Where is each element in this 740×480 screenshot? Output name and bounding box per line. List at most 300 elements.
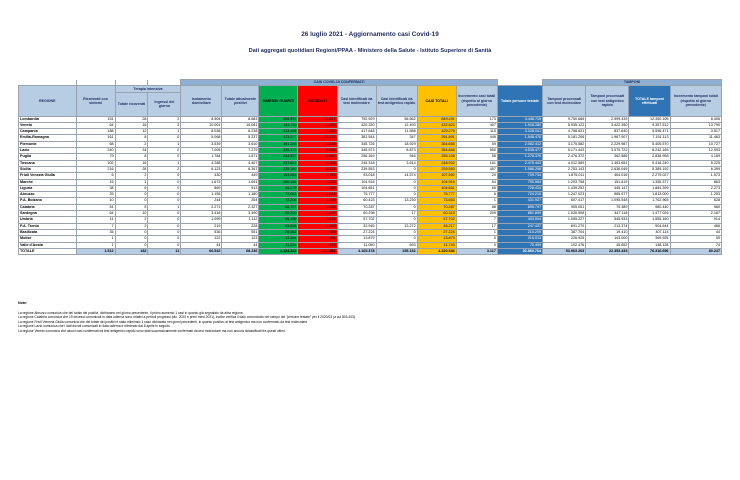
header-test-increase: Incremento tamponi totali (rispetto al giorno precedente) [670,86,722,116]
table-cell: 33.817 [298,116,337,122]
table-cell: 107.592 [417,173,456,179]
table-cell: 2.187 [670,211,722,217]
table-cell: 51 [76,204,115,210]
table-cell: 182 [115,248,148,254]
table-cell: 391.891 [417,135,456,141]
table-cell: 8.238 [222,129,259,135]
table-cell: 44.528 [259,223,298,229]
table-cell: 2.271 [181,204,222,210]
table-cell: 1.673 [181,179,222,185]
table-cell: 0 [148,229,181,235]
table-cell: 2.838.958 [629,154,670,160]
table-cell: 914 [670,217,722,223]
table-cell: 5.935.122 [543,122,586,128]
table-cell: 244.557 [259,154,298,160]
table-cell: 123 [222,236,259,242]
table-cell: 1.099 [181,217,222,223]
table-cell: 75.777 [417,192,456,198]
table-cell: 445.147 [586,185,629,191]
table-cell: 44 [670,229,722,235]
table-cell: 1 [148,129,181,135]
table-cell: 16 [115,122,148,128]
region-name-cell: Emilia-Romagna [19,135,77,141]
table-cell: 1.155 [181,192,222,198]
header-molecular-tests: Tamponi processati con test molecolare [543,86,586,116]
table-cell: 407.114 [629,229,670,235]
table-cell: 1.966.298 [497,166,542,172]
table-cell: 431.927 [497,198,542,204]
table-cell: 30.860.764 [497,248,542,254]
table-cell: 545.933 [586,217,629,223]
table-cell: 70.287 [417,204,456,210]
table-cell: 102 [76,160,115,166]
table-cell: 38 [76,185,115,191]
table-cell: 849.491 [417,116,456,122]
table-cell: 8.873 [376,148,417,154]
table-cell: 430 [181,173,222,179]
table-cell: 980.440 [629,204,670,210]
table-cell: 536 [181,229,222,235]
table-cell: 99.379 [259,185,298,191]
table-cell: 18.929 [376,141,417,147]
table-cell: 351.346 [259,141,298,147]
table-cell: 869 [181,185,222,191]
table-cell: 74 [670,242,722,248]
table-cell: 3.070.722 [586,148,629,154]
table-cell: 100.186 [259,179,298,185]
table-cell: 473 [298,242,337,248]
table-cell: 4.165.378 [337,248,376,254]
table-cell: 345.726 [337,141,376,147]
table-cell: 28 [115,166,148,172]
table-cell: 44 [222,242,259,248]
table-cell: 5.237 [222,135,259,141]
band-icu: Terapia intensiva [115,86,181,92]
table-cell: 7.279 [222,148,259,154]
notes-section [18,301,722,334]
table-cell: 188 [76,129,115,135]
table-cell: 8.406 [670,116,722,122]
table-cell: 10.001 [181,122,222,128]
table-cell: 1.477.026 [629,211,670,217]
table-cell: 161 [456,160,497,166]
region-name-cell: Sicilia [19,166,77,172]
table-cell: 0 [148,242,181,248]
header-current-positive: Totale attualmente positivi [222,86,259,116]
table-cell: 1.253 [670,192,722,198]
table-cell: 4.359 [298,185,337,191]
table-cell: 14.574 [376,173,417,179]
table-cell: 607.417 [543,198,586,204]
table-cell: 59 [456,141,497,147]
table-cell: 58 [456,154,497,160]
table-cell: 0 [115,236,148,242]
table-cell: 1.813.000 [629,192,670,198]
table-cell: 2.273 [670,185,722,191]
table-cell: 1.363 [298,223,337,229]
table-cell: 104.916 [337,179,376,185]
table-cell: 3.422.390 [586,122,629,128]
table-cell: 0 [376,185,417,191]
region-name-cell: P.A. Bolzano [19,198,77,204]
header-antigen-cases: Casi identificati da test antigenico rapido [376,86,417,116]
table-cell: 9.750.666 [543,116,586,122]
table-cell: 0 [376,229,417,235]
table-cell: 837.840 [586,129,629,135]
table-cell: 8.242.165 [629,148,670,154]
table-cell: 0 [148,135,181,141]
table-cell: 5.181.206 [543,135,586,141]
table-cell: 8 [115,135,148,141]
notes-title: Note: [18,301,28,305]
table-cell: 0 [376,192,417,198]
table-cell: 466 [670,223,722,229]
table-cell: 13.277 [298,135,337,141]
table-cell: 403.594 [497,217,542,223]
table-cell: 151.619 [586,179,629,185]
table-cell: 1.095.227 [543,217,586,223]
region-name-cell: Friuli Venezia Giulia [19,173,77,179]
table-cell: 127.884 [298,248,337,254]
table-body [19,116,722,255]
table-cell: 913 [222,185,259,191]
table-cell: 1.573 [670,173,722,179]
table-cell: 4.124.323 [259,248,298,254]
table-cell: 57.702 [417,217,456,223]
table-cell: 256.169 [337,154,376,160]
table-cell: 904.644 [629,223,670,229]
table-cell: 209 [456,211,497,217]
table-cell: 2.475.443 [497,160,542,166]
table-cell: 10 [115,211,148,217]
region-name-cell: Lombardia [19,116,77,122]
table-cell: 6.667 [298,154,337,160]
table-cell: 3.175.582 [543,141,586,147]
table-cell: 5.389.192 [629,166,670,172]
table-cell: 373.377 [259,135,298,141]
table-cell: 2 [115,223,148,229]
table-cell: 1.278.376 [497,154,542,160]
table-cell: 792.929 [337,116,376,122]
table-cell: 1.193 [298,198,337,204]
table-cell: 3.789 [298,173,337,179]
table-cell: 54 [456,179,497,185]
table-cell: 35 [76,229,115,235]
table-cell: 8.394 [298,148,337,154]
table-cell: 8.038 [181,129,222,135]
table-cell: 362.586 [586,154,629,160]
table-cell: 216 [76,166,115,172]
table-cell: 5.405.570 [629,141,670,147]
table-cell: 240 [76,148,115,154]
table-cell: 148.128 [629,242,670,248]
table-cell: 407 [456,122,497,128]
table-cell: 2 [148,166,181,172]
table-cell: 143.000 [586,236,629,242]
table-cell: 11.588 [376,129,417,135]
region-name-cell: Campania [19,129,77,135]
table-cell: 7.005 [181,148,222,154]
table-cell: 13.879 [417,236,456,242]
header-deceased: DECEDUTI [298,86,337,116]
table-cell: 1 [148,204,181,210]
table-cell: 0 [376,204,417,210]
table-cell: 60.423 [337,198,376,204]
note-line: La regione Calabria comunica che 19 decessi comunicati in data odierna sono relativi a periodi progressi (dic. 2020 e primi mesi 2021), inoltre verifica il dato comunicato nel campo dei "persone testate" per il 2020/03 (a cui 803.403). [18,315,356,320]
table-cell: 237.621 [259,160,298,166]
table-cell: 0 [376,179,417,185]
table-cell: 1.967.907 [586,135,629,141]
table-cell: 104.916 [417,179,456,185]
total-row [19,248,722,254]
table-cell: 219 [181,223,222,229]
table-cell: 1.112 [222,217,259,223]
table-cell: 4.189 [670,154,722,160]
table-cell: 13.879 [337,236,376,242]
table-cell: 5.068 [181,135,222,141]
notes-list [18,311,722,334]
table-cell: 0 [115,242,148,248]
table-cell: 10.727 [670,141,722,147]
table-cell: 387.704 [543,229,586,235]
table-cell: 4.448.715 [497,116,542,122]
table-cell: 11 [148,248,181,254]
table-cell: 3.517 [670,129,722,135]
table-cell: 10.081 [222,122,259,128]
table-cell: 0 [148,198,181,204]
table-cell: 1 [456,198,497,204]
table-cell: 13.272 [376,223,417,229]
header-hospitalized: Ricoverati con sintomi [76,86,115,116]
table-cell: 11.050 [337,242,376,248]
table-cell: 593 [298,229,337,235]
table-cell: 56.562 [376,116,417,122]
table-cell: 26.082 [259,229,298,235]
table-cell: 93.018 [337,173,376,179]
table-cell: 863 [670,179,722,185]
table-cell: 5 [115,204,148,210]
table-cell: 1.253 [298,204,337,210]
table-cell: 103.263 [259,173,298,179]
table-cell: 13.264 [259,236,298,242]
table-cell: 254 [222,198,259,204]
band-cases: CASI COVID-19 CONFERMATI [181,80,498,86]
table-cell: 6.024 [298,166,337,172]
table-cell: 228 [222,223,259,229]
table-cell: 5.596.471 [629,129,670,135]
table-cell: 1.026.908 [543,211,586,217]
table-cell: 447.118 [586,211,629,217]
table-cell: 1 [115,179,148,185]
table-cell: 6.904 [298,160,337,166]
table-cell: 7 [76,223,115,229]
table-cell: 6.399 [670,166,722,172]
table-cell: 247.437 [497,223,542,229]
table-cell: 5.225 [670,160,722,166]
table-cell: 213.374 [586,223,629,229]
table-cell: 65 [456,185,497,191]
table-cell: 5.416.240 [629,160,670,166]
table-cell: 0 [148,211,181,217]
table-cell: 1.548.476 [497,135,542,141]
table-cell: 4.758.631 [543,129,586,135]
table-cell: 0 [456,242,497,248]
table-cell: 11.632 [298,122,337,128]
table-cell: 73.653 [417,198,456,204]
table-cell: 3.328.041 [497,129,542,135]
table-cell: 245.318 [337,160,376,166]
table-cell: 4.012.589 [543,160,586,166]
table-cell: 3.610 [222,141,259,147]
region-name-cell: Lazio [19,148,77,154]
region-name-cell: Basilicata [19,229,77,235]
region-name-cell: Veneto [19,122,77,128]
table-cell: 68 [76,141,115,147]
header-icu-total: Totale ricoverati [115,92,148,116]
report-sheet [18,0,722,333]
table-cell: 1.247.023 [543,192,586,198]
region-name-cell: Valle d'Aosta [19,242,77,248]
table-cell: 226.925 [543,236,586,242]
table-cell: 6.123 [181,166,222,172]
table-cell: 17 [456,223,497,229]
header-recovered: DIMESSI/ GUARITI [259,86,298,116]
table-cell: 104.651 [417,185,456,191]
note-line: La regione Abruzzo comunica che del totale dei positivi, dichiarano nel giorno precedente, il primo aumento 1 casi in quanto già segnalato da altra regione. [18,310,244,315]
table-cell: 66.707 [259,204,298,210]
region-name-cell: P.A. Trento [19,223,77,229]
table-cell: 3.039 [298,179,337,185]
table-cell: 2.476.372 [543,154,586,160]
table-cell: 11.743 [417,242,456,248]
table-cell: 155.152 [376,248,417,254]
table-cell: 248.932 [417,160,456,166]
table-cell: 11.699 [298,141,337,147]
region-name-cell: Liguria [19,185,77,191]
table-cell: 60.315 [417,211,456,217]
table-cell: 693 [376,242,417,248]
table-cell: 70.459 [497,242,542,248]
header-region: REGIONE [19,86,77,116]
table-cell: 0 [115,229,148,235]
table-cell: 239.553 [337,166,376,172]
table-cell: 0 [148,223,181,229]
table-cell: 17 [376,211,417,217]
table-cell: 1.180 [222,192,259,198]
table-cell: 11 [76,217,115,223]
note-line: La regione Friuli Venezia Giulia comunica che del totale dei positivi è stato eliminato 1 caso dichiarato nei giorni precedenti, in quanto positivo al test antigenico ma non confermato da test molecolare. [18,319,309,324]
table-cell: 0 [148,236,181,242]
header-total-tests: TOTALE tamponi effettuati [629,86,670,116]
table-cell: 1.918.280 [497,122,542,128]
table-cell: 1.512 [76,248,115,254]
table-cell: 1 [76,242,115,248]
table-cell: 432.823 [417,122,456,128]
table-cell: 1.884.399 [629,185,670,191]
table-cell: 8 [115,154,148,160]
table-cell: 0 [115,198,148,204]
table-cell: 80.247 [670,248,722,254]
table-cell: 2 [115,173,148,179]
table-cell: 449 [456,135,497,141]
table-cell: 1.784 [181,154,222,160]
table-cell: 75.777 [337,192,376,198]
table-cell: 19.410 [586,229,629,235]
table-cell: 691.270 [543,223,586,229]
table-cell: 2.062.412 [497,141,542,147]
table-cell: 6.367 [222,166,259,172]
table-cell: 244 [181,198,222,204]
table-cell: 25 [76,192,115,198]
table-cell: 411.110 [259,122,298,128]
table-cell: 70.287 [337,204,376,210]
table-cell: 102.476 [543,242,586,248]
table-cell: 122 [181,236,222,242]
table-cell: 10 [76,198,115,204]
table-cell: 55.320 [259,211,298,217]
table-cell: 790.964 [497,179,542,185]
table-cell: 2.636.049 [586,166,629,172]
table-cell: 0 [148,179,181,185]
table-cell: 1 [456,229,497,235]
table-cell: 0 [148,154,181,160]
table-cell: 0 [376,217,417,223]
table-cell: 72.083 [259,192,298,198]
table-cell: 381.544 [337,135,376,141]
table-cell: 1 [148,160,181,166]
table-cell: 216.209 [497,229,542,235]
table-cell: 1.875.011 [543,173,586,179]
table-cell: 2 [148,116,181,122]
page-title: 26 luglio 2021 - Aggiornamento casi Covid-19 [301,31,439,38]
table-cell: 345.973 [337,148,376,154]
region-name-cell: Molise [19,236,77,242]
table-cell: 1.555.160 [629,217,670,223]
table-cell: 216.013 [497,236,542,242]
table-cell: 2 [115,217,148,223]
table-cell: 151 [76,116,115,122]
header-home-isolation: Isolamento domiciliare [181,86,222,116]
table-cell: 72.206 [259,198,298,204]
table-cell: 491 [298,236,337,242]
table-cell: 413.458 [259,129,298,135]
table-cell: 7.580 [298,129,337,135]
table-cell: 46.217 [417,223,456,229]
note-line: La regione Veneto comunica che alcuni casi confermati da test antigenico rapido sono stati successivamente confermati da test molecolare ma non ancora riclassificati fra questi ultimi. [18,328,286,333]
table-cell: 1.871 [222,154,259,160]
table-cell: 1.403.651 [586,160,629,166]
table-cell: 0 [376,236,417,242]
table-cell: 12.493 [376,122,417,128]
table-cell: 946 [376,154,417,160]
table-cell: 2.279.027 [629,173,670,179]
table-cell: 7 [456,217,497,223]
table-cell: 861.809 [497,211,542,217]
header-total-cases: CASI TOTALI [417,86,456,116]
table-cell: 1.497 [298,211,337,217]
table-cell: 1 [76,236,115,242]
header-people-tested: Totale persone testate [497,86,542,116]
table-cell: 1.702.965 [629,198,670,204]
table-cell: 895.797 [497,204,542,210]
table-cell: 429.276 [417,129,456,135]
table-cell: 6 [456,192,497,198]
table-cell: 404.016 [586,173,629,179]
covid-data-table [18,79,722,255]
table-cell: 161 [76,135,115,141]
header-molecular-cases: Casi identificati da test molecolare [337,86,376,116]
table-cell: 115 [456,129,497,135]
